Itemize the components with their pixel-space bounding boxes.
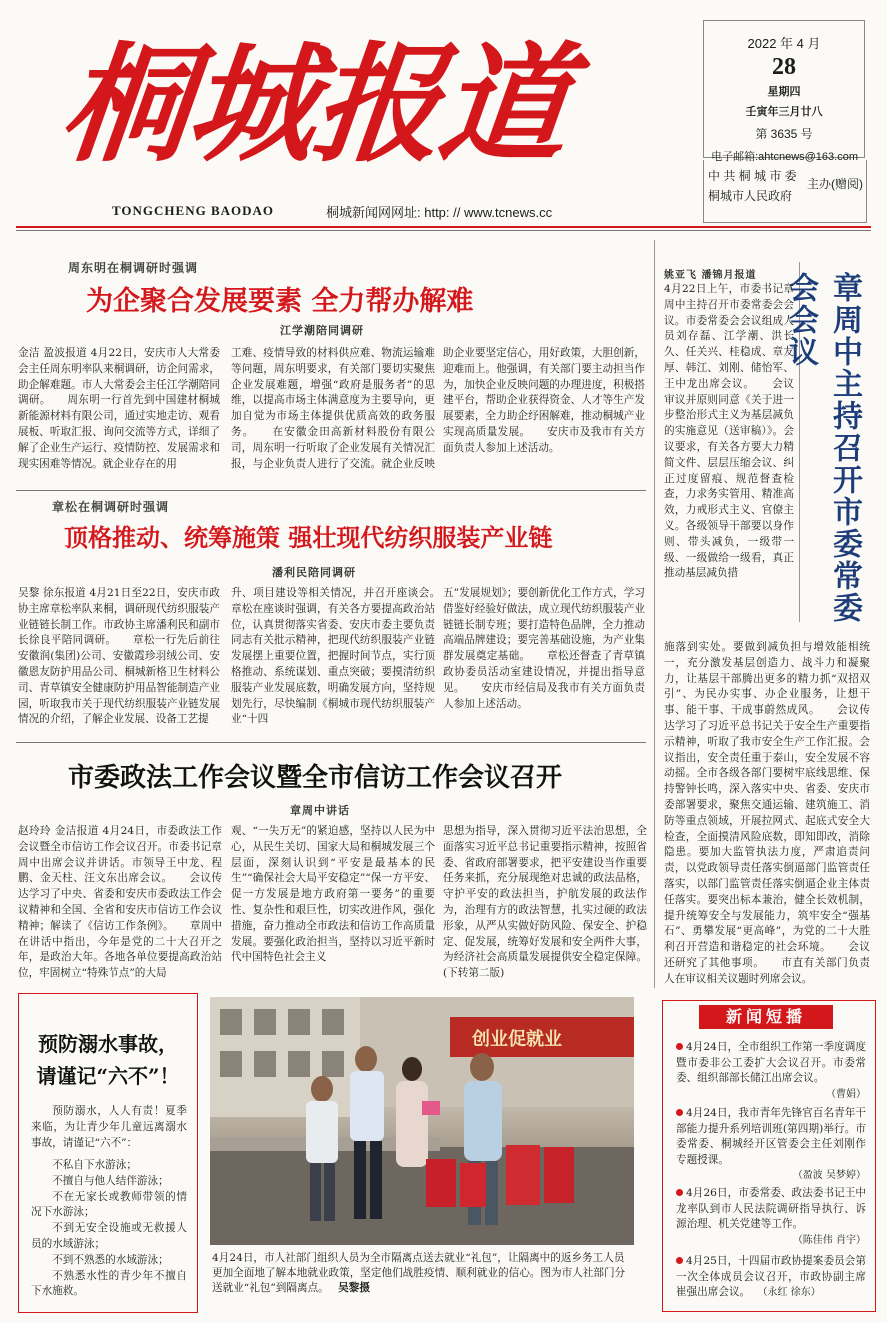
- article2-byline: 潘利民陪同调研: [272, 566, 356, 579]
- article4-headline: 章周中主持召开市委常委会会议: [783, 272, 862, 624]
- article2-kicker: 章松在桐调研时强调: [52, 500, 170, 514]
- bullet-icon: [676, 1257, 683, 1264]
- photo-caption-text: 4月24日，市人社部门组织人员为全市隔离点送去就业“礼包”，让隔离中的返乡务工人员更加全面地了解本地就业政策，坚定他们战胜疫情、顺利就业的信心。图为市人社部门分送就业“礼包”到隔离点。: [212, 1252, 626, 1294]
- sponsor-line-1: 中 共 桐 城 市 委: [708, 169, 797, 183]
- bullet-icon: [676, 1043, 683, 1050]
- tip-title-line-2: 请谨记“六不”！: [36, 1064, 180, 1088]
- date-lunar: 壬寅年三月廿八: [745, 106, 823, 118]
- tip-title-line-1: 预防溺水事故，: [38, 1032, 178, 1056]
- date-day: 28: [772, 54, 796, 80]
- article1-byline: 江学潮陪同调研: [280, 324, 364, 337]
- sponsor-suffix: 主办(赠阅): [807, 177, 863, 191]
- article4-column-full: 施落到实处。要做到减负担与增效能相统一，充分激发基层创造力、战斗力和凝聚力，让基层干部腾出更多的精力抓“双招双引”、为民办实事、办企业服务，让想干事、能干事、干成事蔚然成风。 会议传达学习了习近平总书记关于安全生产重要指示精神，听取了我市安全生产工作汇报。会议指出，安全责任重于泰山，安全发展不容动摇。全市各级各部门要树牢底线思维、保持警钟长鸣，深入落实中央、省委、安庆市委部署要求，聚焦交通运输、建筑施工、消防等重点领域，开展拉网式、起底式安全大检查，全面摸清风险底数，即知即改，消除隐患。要加大监管执法力度，严肃追责问责，以党政领导责任落实倒逼部门监管责任落实，以部门监管责任落实倒逼企业主体责任落实。要突出标本兼治，健全长效机制，提升统筹安全与发展能力，筑牢安全“强基石”、勇攀发展“更高峰”，为党的二十大胜利召开营造和谐稳定的社会环境。 会议还研究了其他事项。 市直有关部门负责人在审议相关议题时列席会议。: [664, 641, 870, 985]
- news-brief-text: 4月24日，全市组织工作第一季度调度暨市委非公工委扩大会议召开。市委常委、组织部部长储江出席会议。: [676, 1041, 866, 1084]
- article2-column-1: 吴黎 徐东报道 4月21日至22日，安庆市政协主席章松率队来桐，调研现代纺织服装产业链链长制工作。市政协主席潘利民和副市长徐良平陪同调研。 章松一行先后前往安徽润(集团)公司、安徽霞珍羽绒公司、安徽恩友防护用品公司、桐城新格卫生材料公司、青草镇安全健康防护用品智能制造产业园，听取我市关于现代纺织服装产业链发展情况的介绍，了解企业发展、设备工艺提: [18, 587, 220, 726]
- tip-item: 不私自下水游泳；: [52, 1159, 137, 1171]
- column-divider: [654, 240, 655, 988]
- bullet-icon: [676, 1189, 683, 1196]
- masthead-website: 桐城新闻网网址: http: // www.tcnews.cc: [326, 205, 553, 220]
- article1-column-1: 金洁 盈波报道 4月22日，安庆市人大常委会主任周东明率队来桐调研，访企问需求，助企解难题。市人大常委会主任江学潮陪同调研。 周东明一行首先到中国建材桐城新能源材料有限公司，通过实地走访、观看展板、听取汇报、询问交流等方式，详细了解了企业生产运行、疫情防控、发展需求和现实困难等情况。就企业存在的用: [18, 347, 220, 470]
- bullet-icon: [676, 1109, 683, 1116]
- tip-item: 不到不熟悉的水域游泳；: [52, 1253, 169, 1266]
- article1-column-2: 工难、疫情导致的材料供应难、物流运输难等问题，周东明要求，有关部门要切实聚焦企业发展难题，增强“政府是服务者”的思维，以提高市场主体满意度为主要导向，更加自觉为市场主体提供优质高效的政务服务。 在安徽金田高新材料股份有限公司，周东明一行听取了企业发展有关情况汇报，与企业负责人进行了交流。就企业反映: [231, 347, 435, 470]
- news-brief-text: 4月24日，我市青年先锋官百名青年干部能力提升系列培训班(第四期)举行。市委常委、桐城经开区管委会主任刘刚作专题授课。: [676, 1107, 866, 1166]
- news-photo: [210, 997, 634, 1245]
- news-brief-item: [676, 1186, 866, 1248]
- news-brief-item: [676, 1106, 866, 1184]
- article3-column-2: 观、“一失万无”的紧迫感，坚持以人民为中心，从民生关切、国家大局和桐城发展三个层面，深刻认识到“平安是最基本的民生”“确保社会大局平安稳定”“保一方平安、促一方发展是地方政府第一要务”的重要性、复杂性和艰巨性，切实改进作风，强化措施，奋力推动全市政法和信访工作高质量发展。要强化政治担当，坚持以习近平新时代中国特色社会主义: [231, 825, 435, 964]
- tip-list: [31, 1158, 187, 1308]
- news-brief-item: [676, 1254, 866, 1301]
- article2-column-3: 五”发展规划》；要创新优化工作方式，学习借鉴好经验好做法，成立现代纺织服装产业链链长制专班；要打造特色品牌，全力推动高端品牌建设；要完善基础设施，为产业集群发展奠定基础。 章松还督查了青草镇政协委员活动室建设情况，并提出指导意见。 安庆市经信局及我市有关方面负责人参加上述活动。: [443, 587, 645, 710]
- article1-column-3: 助企业要坚定信心，用好政策，大胆创新，迎难而上。他强调，有关部门要主动担当作为，加快企业反映问题的办理进度，积极搭建平台，帮助企业获得资金、人才等生产发展要素，全力助企纾困解难，推动桐城产业实现高质量发展。 安庆市及我市有关方面负责人参加上述活动。: [443, 347, 645, 454]
- article4-column-top: 4月22日上午，市委书记章周中主持召开市委常委会会议。市委常委会会议组成人员刘存磊、江学潮、洪长久、任关兴、桂稳成、章友厚、韩江、刘刚、储怡军、王中龙出席会议。 会议审议并原则同意《关于进一步整治形式主义为基层减负的实施意见（送审稿）》。会议要求，有关各方要大力精简文件、层层压缩会议、纠正过度留痕、规范督查检查，力求务实管用、精准高效，力戒形式主义、官僚主义。各级领导干部要以身作则、带头减负，一级带一级、一级做给一级看，真正推动基层减负措: [664, 283, 794, 580]
- photo-illustration: [210, 997, 634, 1245]
- tip-item: 不熟悉水性的青少年不擅自下水施救。: [31, 1269, 187, 1298]
- email: 电子邮箱:ahtcnews@163.com: [711, 151, 858, 163]
- tip-item: 不在无家长或教师带领的情况下水游泳；: [31, 1190, 187, 1219]
- news-brief-source: （永红 徐东）: [757, 1287, 821, 1298]
- masthead-title: 桐城报道: [54, 30, 575, 180]
- news-brief-item: [676, 1040, 866, 1102]
- photo-credit: 吴黎摄: [338, 1282, 370, 1294]
- sponsor-box: [703, 160, 867, 223]
- article3-headline: 市委政法工作会议暨全市信访工作会议召开: [68, 763, 563, 793]
- news-brief-tag: 新闻短播: [699, 1005, 833, 1029]
- article3-column-1: 赵玲玲 金洁报道 4月24日，市委政法工作会议暨全市信访工作会议召开。市委书记章周中出席会议并讲话。市领导王中龙、程鹏、金天柱、汪文东出席会议。 会议传达学习了中央、省委和安庆市委政法工作会议精神和全国、全省和安庆市信访工作会议精神；解读了《信访工作条例》。 章周中在讲话中指出，今年是党的二十大召开之年，是政治大年。各地各单位要提高政治站位，牢固树立“特殊节点”的大局: [18, 825, 222, 980]
- masthead-rule-thin: [16, 230, 871, 231]
- news-brief-source: （盈波 吴梦婷）: [792, 1170, 866, 1181]
- issue-number: 第 3635 号: [755, 127, 813, 141]
- masthead-rule: [16, 226, 871, 228]
- date-weekday: 星期四: [767, 86, 801, 98]
- article3-byline: 章周中讲话: [290, 804, 350, 817]
- news-brief-source: （陈佳伟 肖宇）: [792, 1234, 866, 1246]
- photo-sign-text: 创业促就业: [472, 1029, 562, 1050]
- news-brief-text: 4月26日，市委常委、政法委书记王中龙率队到市人民法院调研指导执行、诉源治理、机关党建等工作。: [676, 1187, 866, 1230]
- tip-item: 不擅自与他人结伴游泳；: [52, 1174, 169, 1187]
- article2-column-2: 升、项目建设等相关情况，并召开座谈会。 章松在座谈时强调，有关各方要提高政治站位，认真贯彻落实省委、安庆市委主要负责同志有关批示精神，把现代纺织服装产业链发展摆上重要位置，把握时间节点，实行顶格推动、系统谋划、重点突破；要摸清纺织服装产业发展底数，明确发展方向，坚持规划先行，尽快编制《桐城市现代纺织服装产业“十四: [231, 587, 435, 726]
- news-brief-source: （曹娟）: [826, 1088, 866, 1100]
- news-brief-text: 4月25日，十四届市政协提案委员会第一次全体成员会议召开，市政协副主席崔强出席会议。: [676, 1255, 866, 1298]
- tip-item: 不到无安全设施或无救援人员的水域游泳；: [31, 1222, 187, 1250]
- article1-kicker: 周东明在桐调研时强调: [68, 261, 199, 275]
- date-year-month: 2022 年 4 月: [747, 36, 821, 51]
- article1-headline: 为企聚合发展要素 全力帮办解难: [86, 286, 474, 317]
- photo-caption: [212, 1251, 632, 1296]
- divider: [16, 742, 646, 743]
- safety-tip-box: [18, 993, 198, 1313]
- sponsor-line-2: 桐城市人民政府: [708, 189, 793, 203]
- article2-headline: 顶格推动、统筹施策 强壮现代纺织服装产业链: [64, 523, 553, 552]
- masthead-pinyin: TONGCHENG BAODAO: [112, 203, 275, 218]
- date-box: [703, 20, 865, 163]
- article3-column-3: 思想为指导，深入贯彻习近平法治思想，全面落实习近平总书记重要指示精神，按照省委、省政府部署要求，把平安建设当作重要任务来抓，充分展现绝对忠诚的政法品格，守护平安的政法担当，护航发展的政法作为，治理有方的政法智慧，扎实过硬的政法形象，从严从实做好防风险、保安全、护稳定、促发展，统筹好发展和安全两件大事，为经济社会高质量发展提供安全稳定保障。(下转第二版): [443, 825, 647, 980]
- article4-byline: 姚亚飞 潘锦月报道: [664, 270, 757, 281]
- tip-intro: 预防溺水，人人有责！夏季来临，为让青少年儿童远离溺水事故，请谨记“六不”：: [31, 1105, 187, 1149]
- divider: [16, 490, 646, 491]
